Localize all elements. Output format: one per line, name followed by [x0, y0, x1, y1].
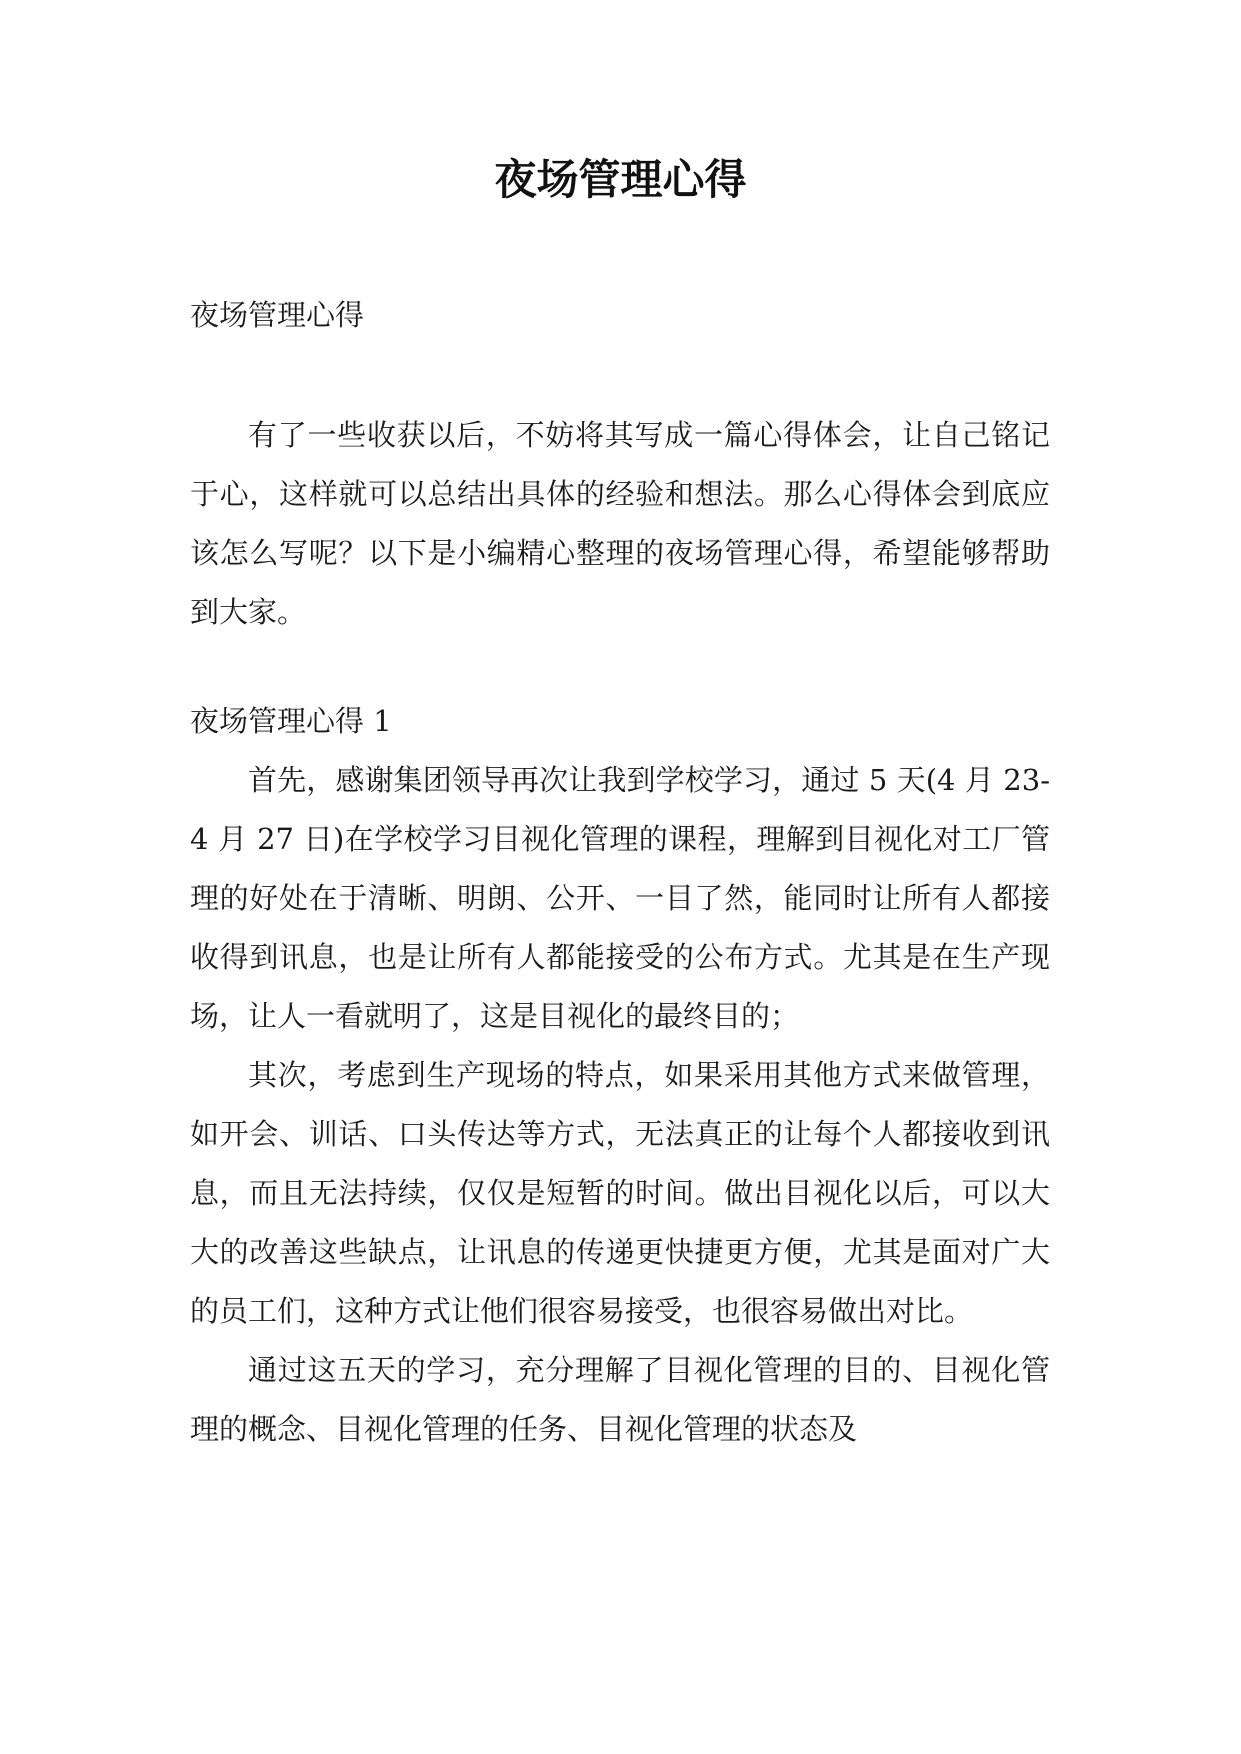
body-paragraph: 通过这五天的学习，充分理解了目视化管理的目的、目视化管理的概念、目视化管理的任务、目视化管理的状态及 — [190, 1353, 1050, 1446]
body-paragraph: 其次，考虑到生产现场的特点，如果采用其他方式来做管理，如开会、训话、口头传达等方式，无法真正的让每个人都接收到讯息，而且无法持续，仅仅是短暂的时间。做出目视化以后，可以大大的改善这些缺点，让讯息的传递更快捷更方便，尤其是面对广大的员工们，这种方式让他们很容易接受，也很容易做出对比。 — [190, 1058, 1050, 1328]
body-paragraph: 首先，感谢集团领导再次让我到学校学习，通过 5 天(4 月 23-4 月 27 日)在学校学习目视化管理的课程，理解到目视化对工厂管理的好处在于清晰、明朗、公开、一目了然，能同时让所有人都接收得到讯息，也是让所有人都能接受的公布方式。尤其是在生产现场，让人一看就明了，这是目视化的最终目的； — [190, 763, 1050, 1033]
intro-paragraph: 有了一些收获以后，不妨将其写成一篇心得体会，让自己铭记于心，这样就可以总结出具体的经验和想法。那么心得体会到底应该怎么写呢？以下是小编精心整理的夜场管理心得，希望能够帮助到大家。 — [190, 418, 1050, 629]
document-title: 夜场管理心得 — [494, 155, 747, 204]
document-subtitle: 夜场管理心得 — [190, 298, 365, 332]
section-body — [190, 751, 1050, 1459]
section-heading: 夜场管理心得 1 — [190, 704, 392, 738]
